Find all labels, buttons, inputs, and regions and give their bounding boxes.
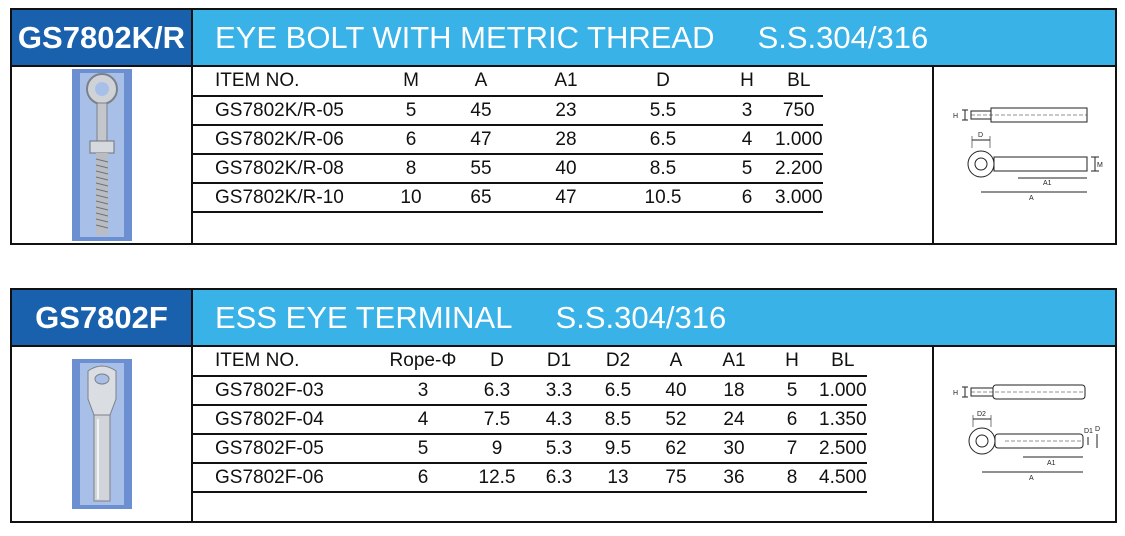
column-header: D2: [605, 350, 631, 371]
table-cell: 55: [470, 157, 492, 179]
spec-table: [193, 67, 823, 213]
table-cell: 1.000: [775, 128, 823, 150]
product-title: EYE BOLT WITH METRIC THREAD: [215, 19, 715, 55]
table-cell: 6.5: [604, 379, 632, 401]
column-header: M: [403, 70, 419, 91]
table-cell: 6.3: [545, 466, 573, 488]
table-cell: 36: [723, 466, 745, 488]
table-cell: 5.5: [649, 99, 677, 121]
table-header-row: [193, 67, 823, 96]
eye-terminal-photo: [72, 359, 132, 509]
table-cell: 8.5: [649, 157, 677, 179]
table-cell: 62: [665, 437, 687, 459]
column-header: H: [740, 70, 754, 91]
drawing-label: D: [977, 132, 983, 139]
table-cell: 1.350: [819, 408, 867, 430]
table-cell: 7: [786, 437, 798, 459]
table-cell: 4.3: [545, 408, 573, 430]
drawing-label: M: [1096, 162, 1103, 169]
table-cell: 10: [400, 186, 422, 208]
column-header: Rope-Φ: [389, 350, 457, 371]
table-cell: 9: [491, 437, 503, 459]
column-header: ITEM NO.: [215, 350, 300, 371]
table-cell: 6.3: [483, 379, 511, 401]
table-cell: 45: [470, 99, 492, 121]
table-cell: 7.5: [483, 408, 511, 430]
table-cell: 47: [470, 128, 492, 150]
drawing-label: A1: [1046, 460, 1056, 467]
table-cell: 5.3: [545, 437, 573, 459]
table-cell: 28: [555, 128, 577, 150]
table-header-row: [193, 347, 867, 376]
table-cell: 52: [665, 408, 687, 430]
table-cell: 30: [723, 437, 745, 459]
drawing-label: A: [1028, 475, 1034, 482]
table-cell: 3.000: [775, 186, 823, 208]
product-title-bar: [193, 10, 1115, 65]
product-code: GS7802K/R: [12, 10, 193, 65]
table-cell: 5: [405, 99, 417, 121]
table-cell: 6: [741, 186, 753, 208]
table-cell: 3: [417, 379, 429, 401]
table-cell: 6.5: [649, 128, 677, 150]
product-material: S.S.304/316: [555, 299, 727, 335]
drawing-label: H: [952, 390, 958, 397]
item-number: GS7802K/R-05: [215, 99, 344, 121]
table-cell: 4: [741, 128, 753, 150]
table-cell: 18: [723, 379, 745, 401]
table-row: [193, 376, 867, 405]
product-header: [12, 290, 1115, 347]
table-row: [193, 183, 823, 212]
product-photo-cell: [12, 347, 193, 521]
table-cell: 8.5: [604, 408, 632, 430]
table-cell: 4.500: [819, 466, 867, 488]
product-block-eye-bolt: [10, 8, 1117, 245]
product-title-bar: [193, 290, 1115, 345]
drawing-label: H: [952, 113, 958, 120]
drawing-label: D: [1094, 426, 1100, 433]
item-number: GS7802F-05: [215, 437, 324, 459]
eye-bolt-photo: [72, 69, 132, 241]
product-header: [12, 10, 1115, 67]
table-cell: 6: [405, 128, 417, 150]
item-number: GS7802K/R-06: [215, 128, 344, 150]
item-number: GS7802K/R-08: [215, 157, 344, 179]
column-header: D: [490, 350, 504, 371]
table-cell: 6: [786, 408, 798, 430]
product-block-eye-terminal: [10, 288, 1117, 523]
spec-table: [193, 347, 867, 493]
table-cell: 2.200: [775, 157, 823, 179]
item-number: GS7802F-06: [215, 466, 324, 488]
table-row: [193, 434, 867, 463]
table-cell: 40: [555, 157, 577, 179]
column-header: A: [669, 350, 683, 371]
item-number: GS7802K/R-10: [215, 186, 344, 208]
table-cell: 5: [786, 379, 798, 401]
column-header: D1: [546, 350, 572, 371]
table-row: [193, 96, 823, 125]
product-title: ESS EYE TERMINAL: [215, 299, 513, 335]
drawing-label: D1: [1083, 428, 1093, 435]
column-header: A1: [722, 350, 746, 371]
table-cell: 750: [782, 99, 815, 121]
product-code: GS7802F: [12, 290, 193, 345]
column-header: A: [474, 70, 488, 91]
column-header: H: [785, 350, 799, 371]
drawing-label: A1: [1042, 180, 1052, 187]
eye-bolt-drawing: [945, 100, 1105, 210]
table-cell: 40: [665, 379, 687, 401]
drawing-label: D2: [976, 411, 986, 418]
table-cell: 5: [417, 437, 429, 459]
table-row: [193, 405, 867, 434]
table-cell: 4: [417, 408, 429, 430]
table-cell: 3.3: [545, 379, 573, 401]
table-cell: 1.000: [819, 379, 867, 401]
table-cell: 47: [555, 186, 577, 208]
table-cell: 65: [470, 186, 492, 208]
item-number: GS7802F-04: [215, 408, 324, 430]
column-header: ITEM NO.: [215, 70, 300, 91]
drawing-label: A: [1028, 195, 1034, 202]
table-cell: 6: [417, 466, 429, 488]
product-photo-cell: [12, 67, 193, 243]
table-cell: 10.5: [644, 186, 682, 208]
table-cell: 12.5: [478, 466, 516, 488]
table-cell: 8: [405, 157, 417, 179]
table-row: [193, 463, 867, 492]
eye-terminal-drawing: [945, 379, 1105, 489]
table-cell: 2.500: [819, 437, 867, 459]
item-number: GS7802F-03: [215, 379, 324, 401]
table-cell: 3: [741, 99, 753, 121]
technical-drawing-cell: [932, 67, 1115, 243]
table-cell: 13: [607, 466, 629, 488]
table-cell: 5: [741, 157, 753, 179]
column-header: BL: [831, 350, 855, 371]
table-cell: 9.5: [604, 437, 632, 459]
table-cell: 23: [555, 99, 577, 121]
table-cell: 24: [723, 408, 745, 430]
column-header: D: [656, 70, 670, 91]
column-header: A1: [554, 70, 578, 91]
column-header: BL: [787, 70, 811, 91]
table-row: [193, 125, 823, 154]
table-row: [193, 154, 823, 183]
technical-drawing-cell: [932, 347, 1115, 521]
table-cell: 75: [665, 466, 687, 488]
table-cell: 8: [786, 466, 798, 488]
product-material: S.S.304/316: [757, 19, 929, 55]
